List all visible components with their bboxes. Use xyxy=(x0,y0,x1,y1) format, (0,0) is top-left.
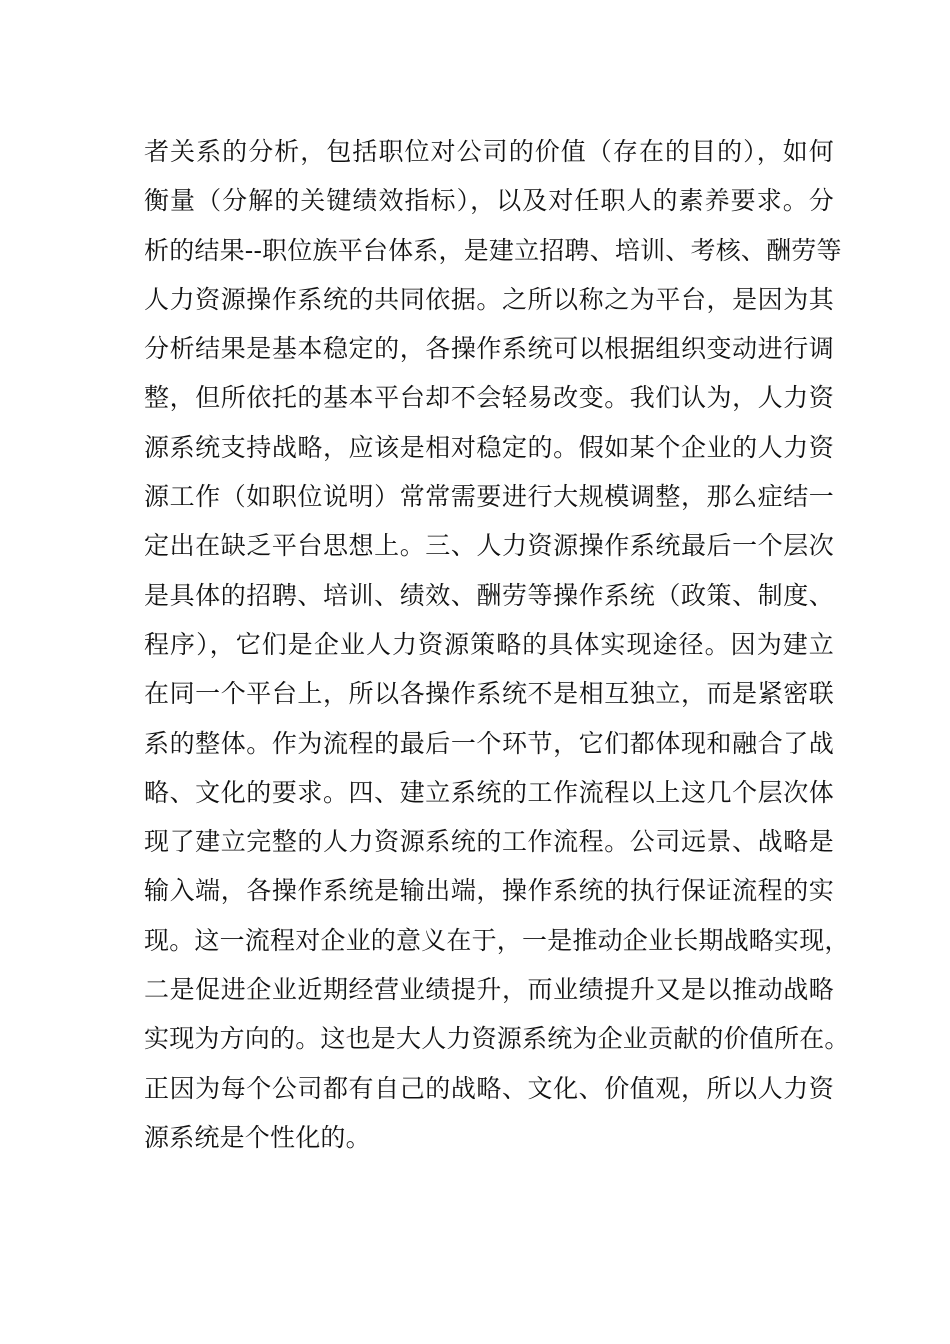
text-line: 在同一个平台上，所以各操作系统不是相互独立，而是紧密联 xyxy=(144,679,834,709)
text-line: 程序），它们是企业人力资源策略的具体实现途径。因为建立 xyxy=(144,629,834,659)
text-line-last: 源系统是个性化的。 xyxy=(144,1122,371,1152)
text-line: 略、文化的要求。四、建立系统的工作流程以上这几个层次体 xyxy=(144,777,834,807)
text-line: 实现为方向的。这也是大人力资源系统为企业贡献的价值所在。 xyxy=(144,1024,850,1054)
text-line: 二是促进企业近期经营业绩提升，而业绩提升又是以推动战略 xyxy=(144,975,834,1005)
text-line: 现。这一流程对企业的意义在于，一是推动企业长期战略实现， xyxy=(144,925,850,955)
body-paragraph xyxy=(144,127,850,1162)
text-line: 定出在缺乏平台思想上。三、人力资源操作系统最后一个层次 xyxy=(144,531,834,561)
text-line: 源工作（如职位说明）常常需要进行大规模调整，那么症结一 xyxy=(144,482,834,512)
text-line: 人力资源操作系统的共同依据。之所以称之为平台，是因为其 xyxy=(144,284,834,314)
text-line: 析的结果--职位族平台体系，是建立招聘、培训、考核、酬劳等 xyxy=(144,235,842,265)
text-line: 分析结果是基本稳定的，各操作系统可以根据组织变动进行调 xyxy=(144,334,834,364)
text-line: 输入端，各操作系统是输出端，操作系统的执行保证流程的实 xyxy=(144,876,834,906)
text-line: 者关系的分析，包括职位对公司的价值（存在的目的），如何 xyxy=(144,137,834,166)
text-line: 衡量（分解的关键绩效指标），以及对任职人的素养要求。分 xyxy=(144,186,834,216)
text-line: 正因为每个公司都有自己的战略、文化、价值观，所以人力资 xyxy=(144,1073,834,1103)
text-line: 整，但所依托的基本平台却不会轻易改变。我们认为，人力资 xyxy=(144,383,834,413)
text-line: 系的整体。作为流程的最后一个环节，它们都体现和融合了战 xyxy=(144,728,834,758)
text-line: 现了建立完整的人力资源系统的工作流程。公司远景、战略是 xyxy=(144,827,834,857)
text-line: 是具体的招聘、培训、绩效、酬劳等操作系统（政策、制度、 xyxy=(144,580,834,610)
text-line: 源系统支持战略，应该是相对稳定的。假如某个企业的人力资 xyxy=(144,432,834,462)
